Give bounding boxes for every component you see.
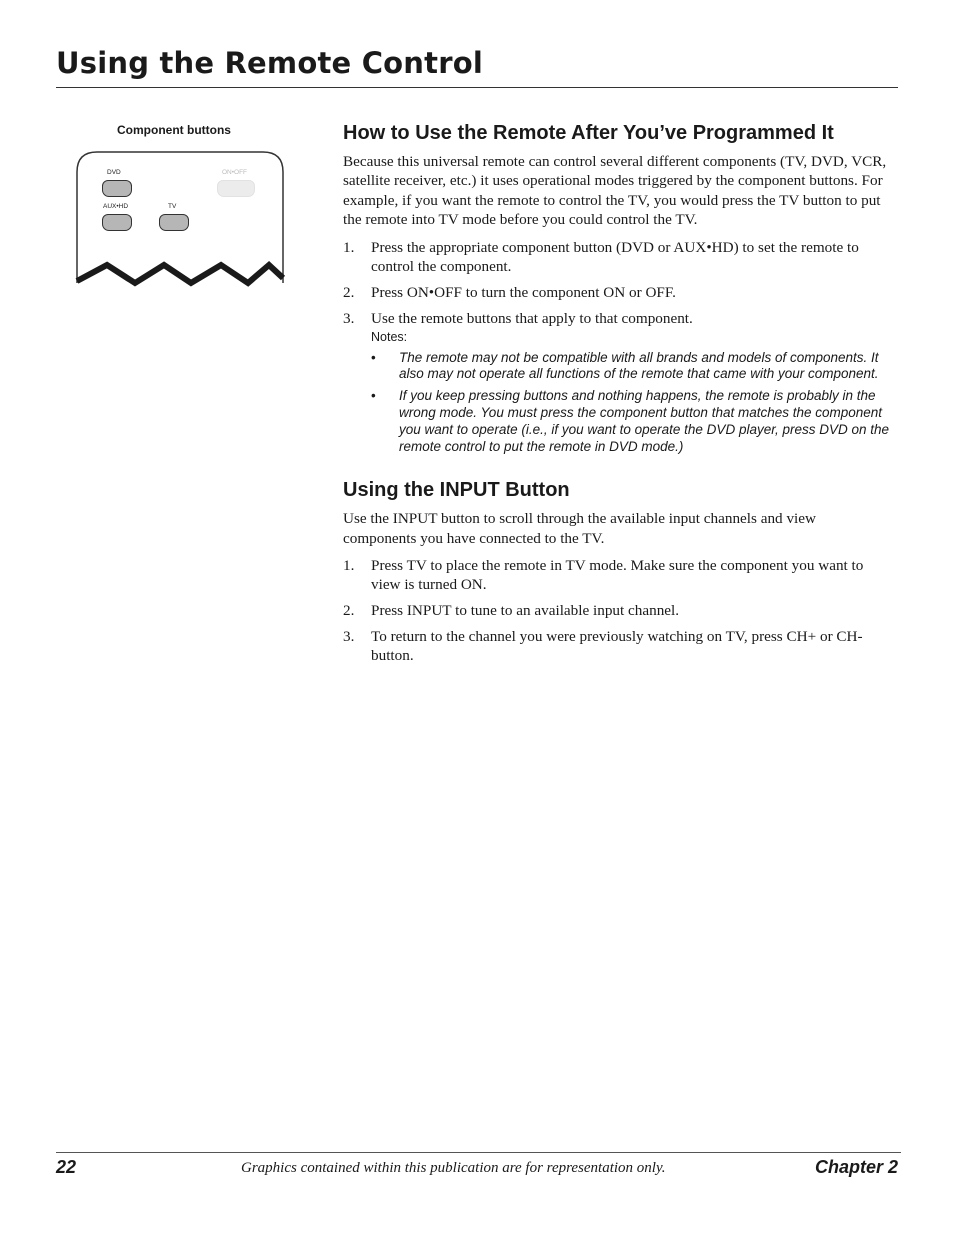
step-number: 3.: [343, 628, 355, 646]
dvd-button-label: DVD: [107, 169, 121, 176]
main-content: [343, 122, 891, 672]
step-text: Press TV to place the remote in TV mode. Make sure the component you want to view is turned ON.: [371, 557, 864, 594]
note-item: [371, 350, 891, 384]
step-item: [343, 556, 891, 594]
step-number: 2.: [343, 283, 355, 301]
note-item: [371, 388, 891, 455]
step-item: [343, 627, 891, 665]
on-off-button-label: ON•OFF: [222, 169, 248, 176]
tv-button-label: TV: [168, 203, 177, 210]
step-text: Press the appropriate component button (DVD or AUX•HD) to set the remote to control the component.: [371, 238, 859, 275]
step-text: Use the remote buttons that apply to that component.: [371, 309, 693, 327]
on-off-button[interactable]: [217, 180, 255, 197]
step-text: Press INPUT to tune to an available input channel.: [371, 602, 680, 620]
chapter-label: Chapter 2: [814, 1157, 898, 1177]
section-input-button: [343, 479, 891, 665]
steps-list-programmed: [343, 238, 891, 328]
figure-caption: Component buttons: [117, 123, 231, 137]
notes-list: [371, 350, 891, 456]
note-text: The remote may not be compatible with all brands and models of components. It also may not operate all functions of the remote that came with your component.: [399, 349, 879, 382]
step-number: 1.: [343, 238, 355, 256]
step-item: [343, 309, 891, 328]
note-bullet: •: [371, 388, 376, 404]
step-number: 2.: [343, 602, 355, 620]
section-heading-programmed: How to Use the Remote After You’ve Programmed It: [343, 122, 834, 144]
dvd-button[interactable]: [102, 180, 132, 197]
step-text: Press ON•OFF to turn the component ON or OFF.: [371, 283, 676, 301]
step-item: [343, 238, 891, 276]
page-number: 22: [56, 1157, 77, 1177]
title-rule: [56, 87, 898, 88]
notes-label: Notes:: [371, 329, 408, 344]
aux-hd-button-label: AUX•HD: [103, 203, 129, 210]
step-text: To return to the channel you were previously watching on TV, press CH+ or CH- button.: [371, 628, 863, 665]
step-item: [343, 601, 891, 620]
remote-illustration: [75, 150, 285, 290]
footer-rule: [56, 1152, 901, 1153]
page-title: Using the Remote Control: [56, 46, 483, 80]
step-number: 3.: [343, 309, 355, 327]
section-heading-input: Using the INPUT Button: [343, 479, 570, 502]
step-number: 1.: [343, 557, 355, 575]
section-intro-programmed: Because this universal remote can control several different components (TV, DVD, VCR, satellite receiver, etc.) it uses operational modes triggered by the component buttons. For example, if you want the remote to control the TV, you would press the TV button to put the remote into TV mode before you could control the TV.: [343, 153, 887, 229]
footer-disclaimer: Graphics contained within this publication are for representation only.: [241, 1160, 666, 1176]
note-text: If you keep pressing buttons and nothing happens, the remote is probably in the wrong mode. You must press the component button that matches the component you want to operate (i.e., if you want to operate the DVD player, press DVD on the remote control to put the remote in DVD mode.): [399, 388, 890, 454]
section-intro-input: Use the INPUT button to scroll through the available input channels and view components you have connected to the TV.: [343, 510, 816, 547]
aux-hd-button[interactable]: [102, 214, 132, 231]
note-bullet: •: [371, 349, 376, 365]
tv-button[interactable]: [159, 214, 189, 231]
step-item: [343, 283, 891, 302]
steps-list-input: [343, 556, 891, 665]
